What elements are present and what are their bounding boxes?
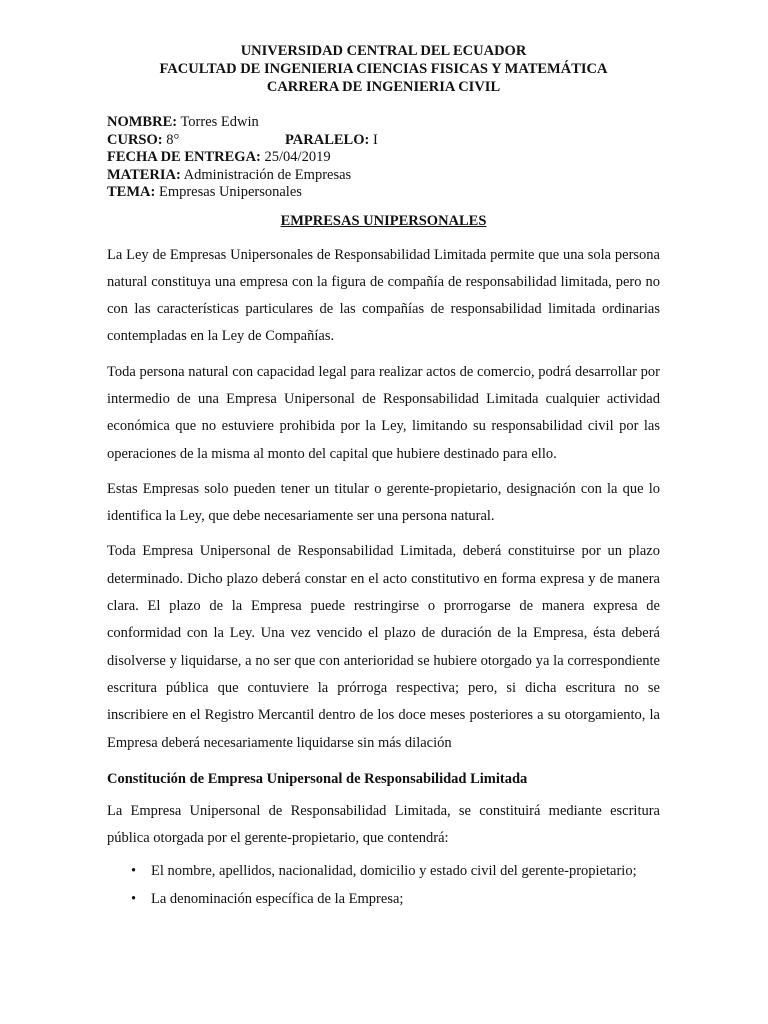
bullet-icon: •	[131, 863, 137, 880]
career-name: CARRERA DE INGENIERIA CIVIL	[266, 79, 501, 95]
paralelo-field	[285, 132, 378, 150]
list-item-text: El nombre, apellidos, nacionalidad, domicilio y estado civil del gerente-propietario;	[151, 863, 637, 880]
paragraph-3: Estas Empresas solo pueden tener un titular o gerente-propietario, designación con la que lo identifica la Ley, que debe necesariamente ser una persona natural.	[107, 480, 660, 525]
list-item	[107, 886, 660, 913]
university-name: UNIVERSIDAD CENTRAL DEL ECUADOR	[240, 43, 527, 59]
list-item	[107, 858, 660, 885]
bullet-icon: •	[131, 890, 137, 907]
curso-line	[107, 132, 660, 150]
nombre-line	[107, 114, 660, 132]
nombre-label: NOMBRE:	[107, 114, 178, 130]
document-page	[107, 42, 660, 913]
curso-label: CURSO:	[107, 131, 163, 148]
section-intro: La Empresa Unipersonal de Responsabilidad Limitada, se constituirá mediante escritura pública otorgada por el gerente-propietario, que contendrá:	[107, 802, 660, 847]
list-item-text: La denominación específica de la Empresa;	[151, 890, 404, 907]
materia-label: MATERIA:	[107, 166, 181, 183]
requirements-list	[107, 858, 660, 913]
paragraph-4: Toda Empresa Unipersonal de Responsabilidad Limitada, deberá constituirse por un plazo determinado. Dicho plazo deberá constar en el acto constitutivo en forma expresa y de manera clara. El plazo de la Empresa puede restringirse o prorrogarse de manera expresa de conformidad con la Ley. Una vez vencido el plazo de duración de la Empresa, ésta deberá disolverse y liquidarse, a no ser que con anterioridad se hubiere otorgado ya la correspondiente escritura pública que contuviere la prórroga respectiva; pero, si dicha escritura no se inscribiere en el Registro Mercantil dentro de los doce meses posteriores a su otorgamiento, la Empresa deberá necesariamente liquidarse sin más dilación	[107, 543, 660, 751]
tema-label: TEMA:	[107, 184, 156, 200]
paralelo-value: I	[369, 131, 378, 148]
tema-value: Empresas Unipersonales	[155, 184, 302, 200]
section-heading: Constitución de Empresa Unipersonal de Responsabilidad Limitada	[107, 770, 528, 787]
tema-line	[107, 184, 660, 202]
paralelo-label: PARALELO:	[285, 131, 370, 148]
materia-value: Administración de Empresas	[180, 166, 352, 183]
fecha-line	[107, 149, 660, 167]
fecha-label: FECHA DE ENTREGA:	[107, 149, 261, 165]
faculty-name: FACULTAD DE INGENIERIA CIENCIAS FISICAS Y MATEMÁTICA	[159, 61, 608, 77]
fecha-value: 25/04/2019	[260, 149, 331, 165]
curso-value: 8°	[162, 131, 180, 148]
materia-line	[107, 167, 660, 185]
nombre-value: Torres Edwin	[177, 114, 259, 130]
document-title: EMPRESAS UNIPERSONALES	[280, 212, 487, 229]
student-info	[107, 114, 660, 202]
paragraph-1: La Ley de Empresas Unipersonales de Responsabilidad Limitada permite que una sola persona natural constituya una empresa con la figura de compañía de responsabilidad limitada, pero no con las características particulares de las compañías de responsabilidad limitada ordinarias contempladas en la Ley de Compañías.	[107, 246, 660, 345]
paragraph-2: Toda persona natural con capacidad legal para realizar actos de comercio, podrá desarrollar por intermedio de una Empresa Unipersonal de Responsabilidad Limitada cualquier actividad económica que no estuviere prohibida por la Ley, limitando su responsabilidad civil por las operaciones de la misma al monto del capital que hubiere destinado para ello.	[107, 363, 660, 462]
